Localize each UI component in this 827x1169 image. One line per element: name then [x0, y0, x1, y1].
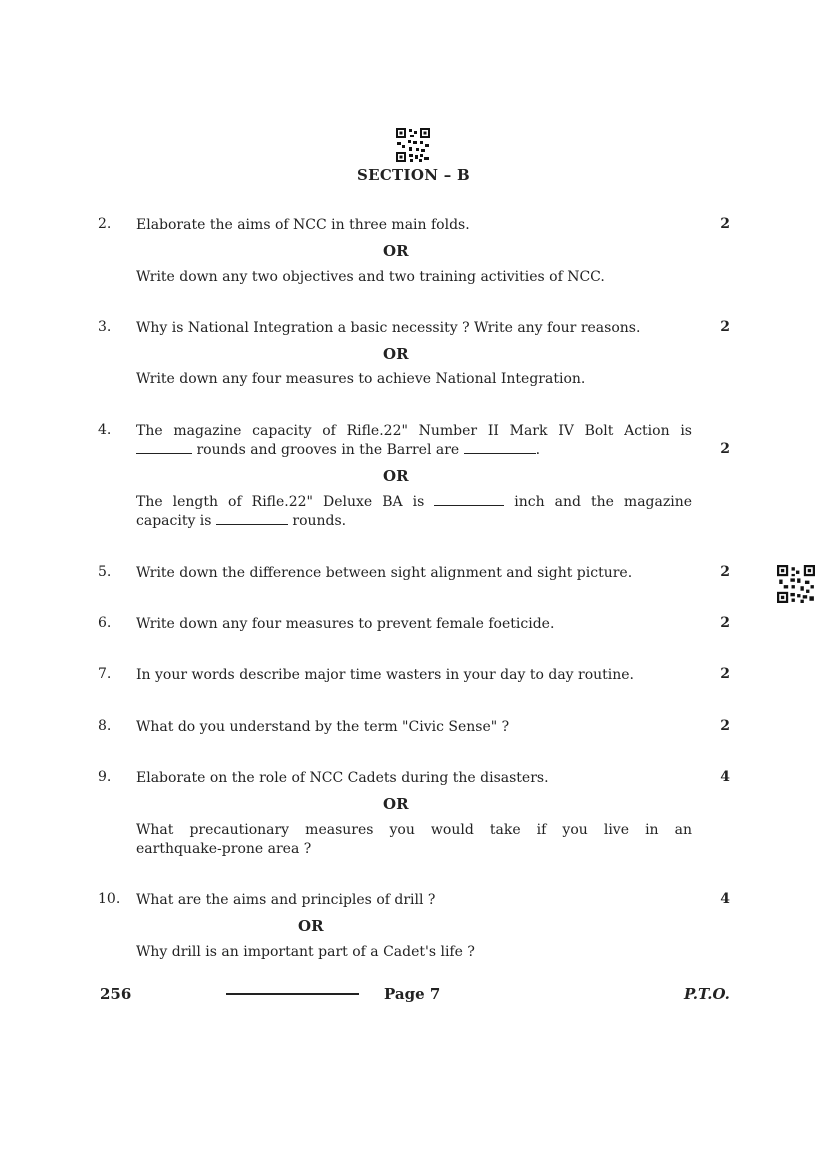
question-marks: 2	[720, 666, 730, 682]
question-text-segment: capacity is	[136, 513, 212, 529]
question-alternative-line-2	[136, 512, 692, 531]
question-alternative: Write down any four measures to achieve National Integration.	[136, 371, 586, 387]
question-text-segment: rounds and grooves in the Barrel are	[196, 442, 460, 458]
answer-blank	[136, 441, 192, 454]
question-number: 7.	[98, 666, 112, 682]
question-marks: 2	[720, 441, 730, 457]
qr-code-icon	[777, 565, 815, 603]
answer-blank	[434, 493, 504, 506]
question-alternative-line-2: earthquake-prone area ?	[136, 841, 312, 857]
question-text-segment: .	[535, 442, 541, 458]
question-marks: 2	[720, 564, 730, 580]
footer-divider	[226, 993, 359, 995]
question-marks: 4	[720, 891, 730, 907]
question-text: Write down any four measures to prevent female foeticide.	[136, 616, 555, 632]
question-alternative: Write down any two objectives and two training activities of NCC.	[136, 269, 605, 285]
or-label: OR	[298, 917, 324, 935]
or-label: OR	[383, 467, 409, 485]
question-text: What are the aims and principles of drill ?	[136, 892, 436, 908]
question-alternative-line-1: What precautionary measures you would take if you live in an	[136, 822, 692, 838]
paper-code: 256	[100, 985, 132, 1003]
question-marks: 4	[720, 769, 730, 785]
question-text: Elaborate the aims of NCC in three main folds.	[136, 217, 470, 233]
question-marks: 2	[720, 216, 730, 232]
question-alternative: Why drill is an important part of a Cadet's life ?	[136, 944, 475, 960]
question-number: 9.	[98, 769, 112, 785]
question-number: 3.	[98, 319, 112, 335]
question-text-segment: The length of Rifle.22" Deluxe BA is	[136, 494, 425, 510]
qr-code-icon	[396, 128, 430, 162]
or-label: OR	[383, 795, 409, 813]
question-text-segment: inch and the magazine	[514, 494, 693, 510]
answer-blank	[216, 512, 288, 525]
question-number: 5.	[98, 564, 112, 580]
question-number: 4.	[98, 422, 112, 438]
question-marks: 2	[720, 718, 730, 734]
question-text: What do you understand by the term "Civic Sense" ?	[136, 719, 510, 735]
question-number: 6.	[98, 615, 112, 631]
question-text: In your words describe major time wasters in your day to day routine.	[136, 667, 635, 683]
answer-blank	[464, 441, 536, 454]
question-marks: 2	[720, 319, 730, 335]
question-text-segment: rounds.	[292, 513, 347, 529]
question-text-line-1: The magazine capacity of Rifle.22" Number II Mark IV Bolt Action is	[136, 423, 692, 439]
pto-label: P.T.O.	[684, 985, 730, 1003]
section-title: SECTION – B	[356, 166, 471, 184]
or-label: OR	[383, 242, 409, 260]
or-label: OR	[383, 345, 409, 363]
question-text-line-2	[136, 441, 692, 460]
question-number: 8.	[98, 718, 112, 734]
question-text: Why is National Integration a basic necessity ? Write any four reasons.	[136, 320, 641, 336]
question-text: Elaborate on the role of NCC Cadets during the disasters.	[136, 770, 549, 786]
question-text: Write down the difference between sight alignment and sight picture.	[136, 565, 633, 581]
question-alternative-line-1	[136, 493, 692, 512]
page-number: Page 7	[384, 985, 441, 1003]
question-number: 10.	[98, 891, 121, 907]
question-marks: 2	[720, 615, 730, 631]
question-number: 2.	[98, 216, 112, 232]
